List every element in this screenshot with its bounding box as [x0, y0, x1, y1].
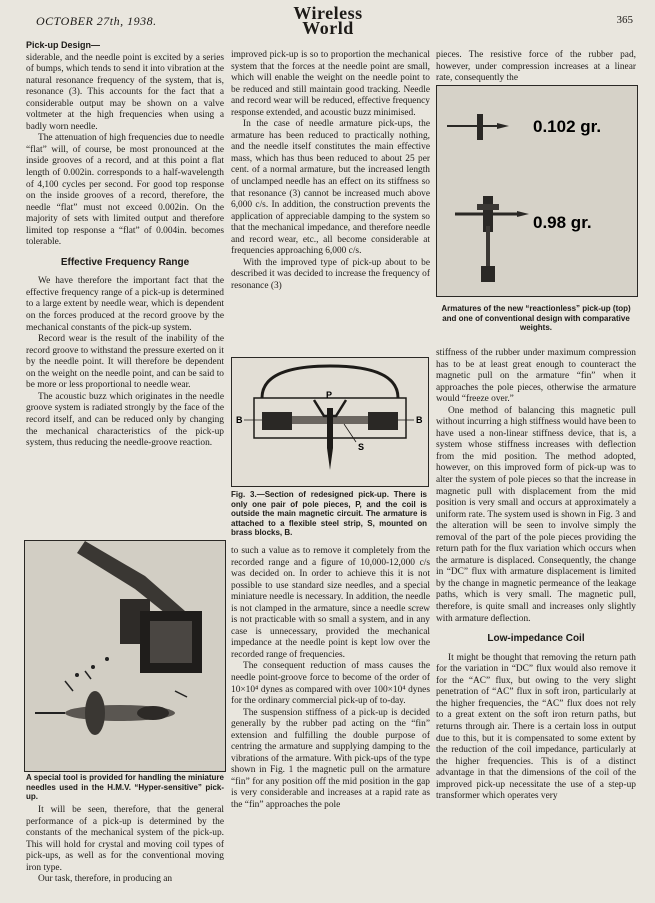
issue-date: OCTOBER 27th, 1938. [36, 14, 157, 28]
paragraph: The consequent reduction of mass causes the needle point-groove force to become of the order of 10×10⁴ dynes as compared with over 100×10⁴ dynes for the ordinary commercial pick-up of to-day. [231, 661, 430, 707]
paragraph: The attenuation of high frequencies due to needle “flat” will, of course, be most pronounced at the inside grooves of a record, and at this point a flat length of 0.002in. corresponds to a half-wavelength of 4,100 cycles per second. For good top response on the inside grooves of a record, therefore, the needle “flat” must not exceed 0.002in. On the majority of sets with limited output and therefore limited top response a “flat” of 0.004in. becomes tolerable. [26, 133, 224, 248]
needle-tool-photo [24, 540, 226, 772]
logo-line-1: Wireless [293, 3, 363, 23]
paragraph: We have therefore the important fact that the effective frequency range of a pick-up is determined to a large extent by needle wear, which is dependent on the forces produced at the record groove by the mechanical constants of the pick-up system. [26, 276, 224, 333]
column-2-continued [231, 546, 430, 812]
armature-caption: Armatures of the new “reactionless” pick-up (top) and one of conventional design with comparative weights. [441, 304, 631, 332]
paragraph: stiffness of the rubber under maximum compression has to be at least great enough to counteract the magnetic pull on the armature “fin” when it approaches the pole pieces, otherwise the armature would “freeze over.” [436, 348, 636, 405]
needle-tool-illustration [25, 541, 225, 771]
column-1-continued [26, 805, 224, 886]
paragraph: to such a value as to remove it completely from the recorded range and a figure of 10,000-12,000 c/s was decided on. In order to achieve this it is not possible to use standard size needles, and a special miniature needle is necessary. In addition, the needle is not clamped in the armature, since a needle screw is not practicable with so small a system, and in any case is unnecessary, provided the mechanical impedance at the needle point is kept low over the recorded range of frequencies. [231, 546, 430, 660]
page-number: 365 [616, 14, 633, 26]
needle-tool-caption: A special tool is provided for handling the miniature needles used in the H.M.V. “Hyper-sensitive” pick-up. [26, 773, 224, 801]
paragraph: Record wear is the result of the inability of the record groove to withstand the pressure exerted on it by the needle point. It will therefore be dependent on the weight on the needle point, and can be said to be more or less proportional to needle wear. [26, 334, 224, 391]
label-s: S [358, 442, 365, 452]
masthead-logo [280, 3, 376, 38]
label-b-right: B [416, 415, 423, 425]
armatures-illustration [437, 86, 637, 296]
section-heading: Low-impedance Coil [487, 633, 585, 645]
paragraph: pieces. The resistive force of the rubber pad, however, under compression increases at a linear rate, consequently the [436, 50, 636, 84]
paragraph [26, 40, 224, 133]
weight-label-conventional: 0.98 gr. [533, 213, 592, 232]
paragraph: One method of balancing this magnetic pull without incurring a high stiffness would have been to have used a non-linear stiffness device, that is, a system whose stiffness increases with deflection from the mid position. The method adopted, however, on this improved form of pick-up was to alter the system of pole pieces so that the increase in magnetic pull with displacement from the mid position is very small and occurs at approximately a uniform rate. The system used is shown in Fig. 3 and the alteration will be seen to involve simply the removal of the part of the pole pieces providing the return path for the flux variation which occurs when the armature is displaced. Consequently, the change in “DC” flux with armature displacement is limited by the change in magnetic permeance of the leakage paths, which is very small. The magnetic pull, therefore, is quite small and increases only slightly with armature deflection. [436, 405, 636, 624]
paragraph: The suspension stiffness of a pick-up is decided generally by the rubber pad acting on the “fin” extension and fulfilling the double purpose of centring the armature and supplying damping to the vibrations of the armature. With pick-ups of the type shown in Fig. 1 the magnetic pull on the armature “fin” for any position off the mid position in the gap is very considerable and increases at a rapid rate as the “fin” approaches the pole [231, 707, 430, 811]
column-3 [436, 348, 636, 803]
label-b-left: B [236, 415, 243, 425]
label-p: P [326, 390, 333, 400]
weight-label-new: 0.102 gr. [533, 117, 602, 136]
paragraph: It might be thought that removing the return path for the variation in “DC” flux would also remove it for the “AC” flux, but owing to the very slight penetration of “AC” flux in soft iron, particularly at the higher frequencies, the “AC” flux does not rely to a great extent on the soft iron return paths, but returns through air. There is a certain loss in output due to this, but it is compensated to some extent by the reduction of the coil impedance, particularly at the higher frequencies. This is of a distinct advantage in that the dimensions of the coil of the improved pick-up necessitate the use of a step-up transformer which operates very [436, 652, 636, 802]
column-1 [26, 40, 224, 450]
fig3-caption: Fig. 3.—Section of redesigned pick-up. There is only one pair of pole pieces, P, and the coil is outside the main magnetic circuit. The armature is attached to a flexible steel strip, S, mounted on brass blocks, B. [231, 490, 427, 537]
paragraph: Our task, therefore, in producing an [38, 874, 173, 885]
paragraph: It will be seen, therefore, that the general performance of a pick-up is determined by the constants of the mechanical system of the pick-up. This will hold for crystal and moving coil types of pick-ups, as well as for the conventional moving iron type. [26, 805, 224, 873]
paragraph: With the improved type of pick-up about to be described it was decided to increase the frequency of resonance (3) [231, 257, 430, 291]
pickup-section-drawing [232, 358, 428, 486]
column-3-top [436, 50, 636, 85]
paragraph: The acoustic buzz which originates in the needle groove system is radiated strongly by the face of the record itself, and can be reduced only by changing the mechanical characteristics of the pick-up system, thus reducing the needle-groove reaction. [26, 391, 224, 449]
column-2 [231, 50, 430, 292]
section-heading: Effective Frequency Range [60, 256, 190, 268]
paragraph: improved pick-up is so to proportion the mechanical system that the forces at the needle point are small, which will enable the weight on the needle point to be reduced and still maintain good tracking. Needle and record wear will be reduced, effective frequency response extended, and acoustic buzz minimised. [231, 50, 430, 118]
running-head: Pick-up Design— [26, 40, 101, 50]
paragraph: In the case of needle armature pick-ups, the armature has been reduced to practically nothing, and the needle itself constitutes the main effective mass, which has thus been reduced to about 25 per cent. of a normal armature, but the increased length of unclamped needle has an effect on its stiffness so that resonance (3) cannot be increased much above 6,000 c/s. In addition, the construction prevents the application of appreciable damping to the system so that the mechanical impedance, and therefore needle and record wear, etc., all become considerable at frequencies approaching 6,000 c/s. [231, 119, 430, 257]
paragraph-text: siderable, and the needle point is excited by a series of bumps, which tends to send it into vibration at the natural resonance frequency of the system, that is, resonance (3). This accounts for the fact that a considerable output may be shown on a valve voltmeter at the high frequencies when using a badly worn needle. [26, 52, 224, 132]
fig3-section-diagram [231, 357, 429, 487]
logo-line-2: World [302, 18, 354, 38]
armature-photo [436, 85, 638, 297]
